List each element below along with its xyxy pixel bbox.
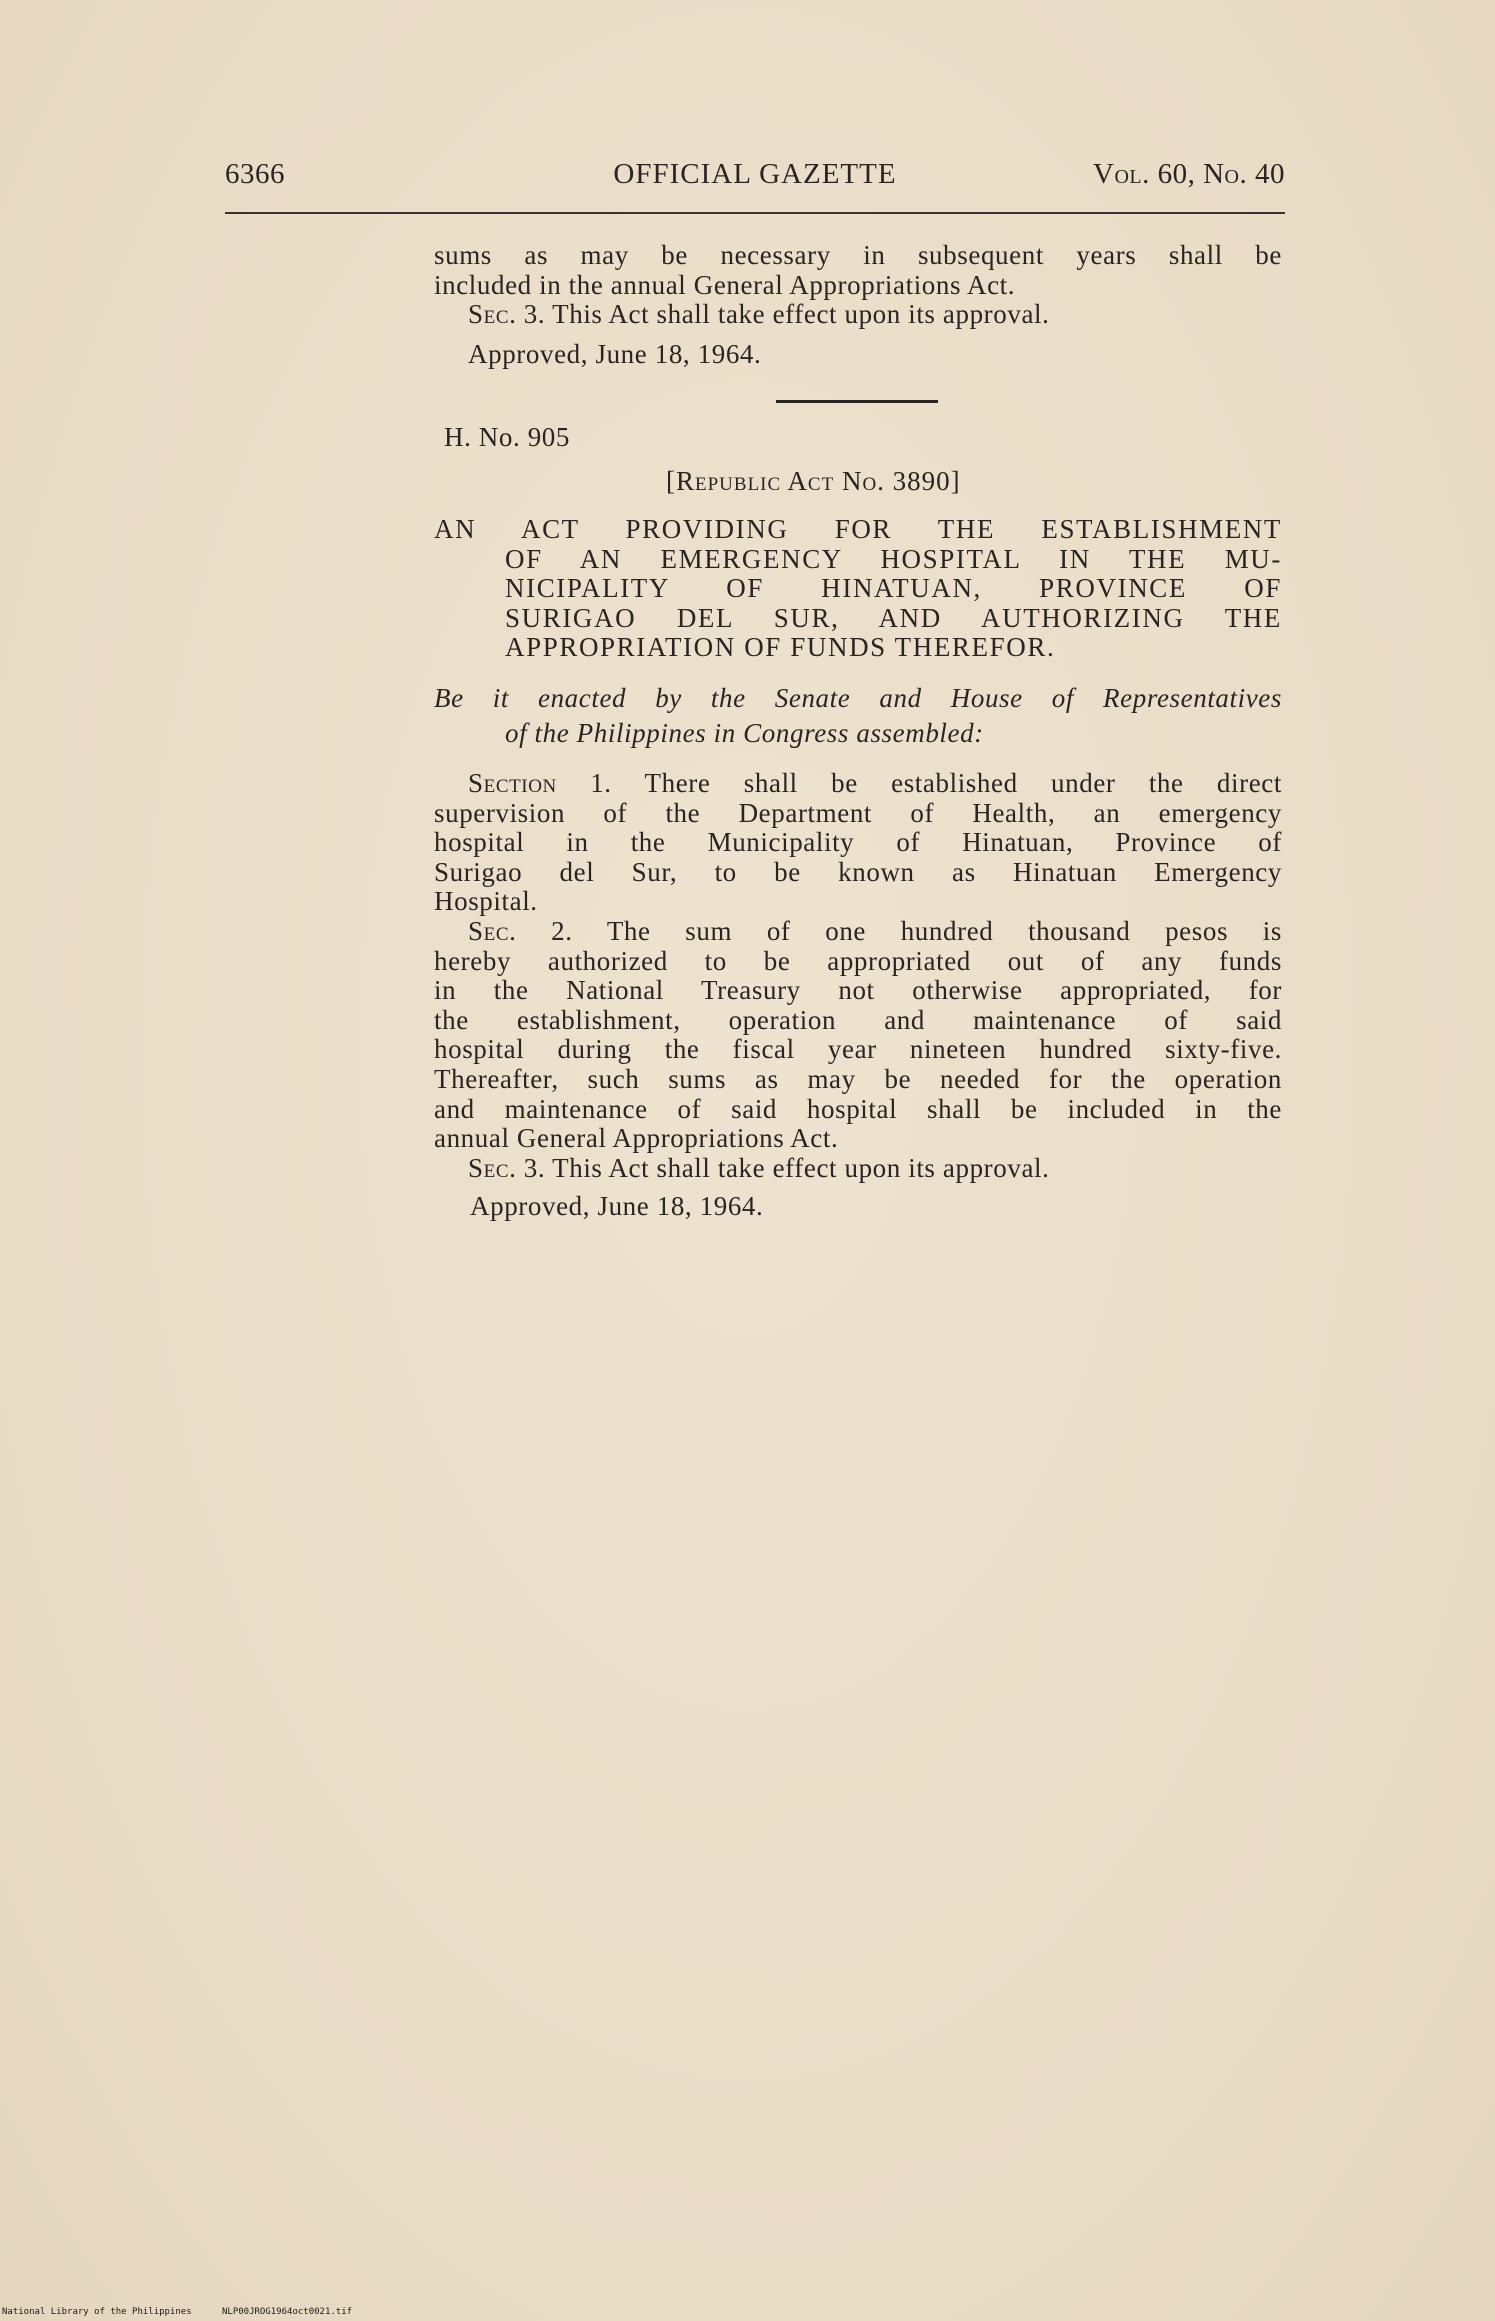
publication-title: OFFICIAL GAZETTE xyxy=(613,158,897,190)
act-title-line: SURIGAO DEL SUR, AND AUTHORIZING THE xyxy=(505,603,1282,633)
section-2-line: and maintenance of said hospital shall be included in the xyxy=(434,1094,1282,1124)
section-text: The sum of one hundred thousand pesos is xyxy=(606,916,1282,946)
continuation-line: sums as may be necessary in subsequent years shall be xyxy=(434,241,1282,270)
footer-library: National Library of the Philippines xyxy=(2,2307,192,2317)
act-approved-date: Approved, June 18, 1964. xyxy=(470,1191,764,1221)
section-2-line: Thereafter, such sums as may be needed for the operation xyxy=(434,1064,1282,1094)
act-title-line: NICIPALITY OF HINATUAN, PROVINCE OF xyxy=(505,574,1282,604)
act-title-line: AN ACT PROVIDING FOR THE ESTABLISHMENT xyxy=(434,515,1282,544)
page-number: 6366 xyxy=(225,158,285,190)
continuation-section-3 xyxy=(434,300,1282,330)
scan-footer xyxy=(2,2306,353,2318)
section-2-line: hereby authorized to be appropriated out of any funds xyxy=(434,946,1282,976)
section-1-line: hospital in the Municipality of Hinatuan, Province of xyxy=(434,828,1282,858)
continuation-approved-date: Approved, June 18, 1964. xyxy=(468,339,762,369)
enacting-clause-line: Be it enacted by the Senate and House of Representatives xyxy=(434,683,1282,713)
continuation-text xyxy=(434,241,1282,330)
house-bill-number: H. No. 905 xyxy=(444,422,570,452)
enacting-clause xyxy=(434,681,1282,751)
section-1-first-line xyxy=(434,769,1282,799)
section-text: There shall be established under the direct xyxy=(644,769,1282,798)
section-2-line: the establishment, operation and maintenance of said xyxy=(434,1005,1282,1035)
section-label: Sec. 2. xyxy=(468,916,573,946)
section-2-first-line xyxy=(434,917,1282,947)
act-separator-rule xyxy=(776,400,938,403)
section-2-line: in the National Treasury not otherwise appropriated, for xyxy=(434,976,1282,1006)
section-2-line: hospital during the fiscal year nineteen hundred sixty-five. xyxy=(434,1035,1282,1065)
act-title-line: OF AN EMERGENCY HOSPITAL IN THE MU- xyxy=(505,544,1282,574)
running-header xyxy=(225,156,1285,192)
act-title-line: APPROPRIATION OF FUNDS THEREFOR. xyxy=(505,633,1056,663)
section-label: Section 1. xyxy=(468,769,612,798)
enacting-clause-line: of the Philippines in Congress assembled: xyxy=(505,718,984,748)
section-label: Sec. 3. xyxy=(468,1153,546,1183)
section-1-line: supervision of the Department of Health, an emergency xyxy=(434,798,1282,828)
continuation-line: included in the annual General Appropriations Act. xyxy=(434,270,1016,300)
section-text: This Act shall take effect upon its approval. xyxy=(552,300,1050,330)
act-body xyxy=(434,769,1282,1183)
section-text: This Act shall take effect upon its approval. xyxy=(552,1153,1050,1183)
section-1-line: Surigao del Sur, to be known as Hinatuan Emergency xyxy=(434,857,1282,887)
act-title xyxy=(434,515,1282,663)
section-2-line: annual General Appropriations Act. xyxy=(434,1124,839,1154)
footer-filename: NLP00JROG1964oct0021.tif xyxy=(222,2307,353,2317)
section-3-line xyxy=(434,1154,1282,1184)
section-1-line: Hospital. xyxy=(434,887,538,917)
header-rule xyxy=(225,212,1285,214)
volume-issue: Vol. 60, No. 40 xyxy=(1093,158,1285,190)
republic-act-number: [Republic Act No. 3890] xyxy=(666,466,961,496)
section-label: Sec. 3. xyxy=(468,300,546,330)
